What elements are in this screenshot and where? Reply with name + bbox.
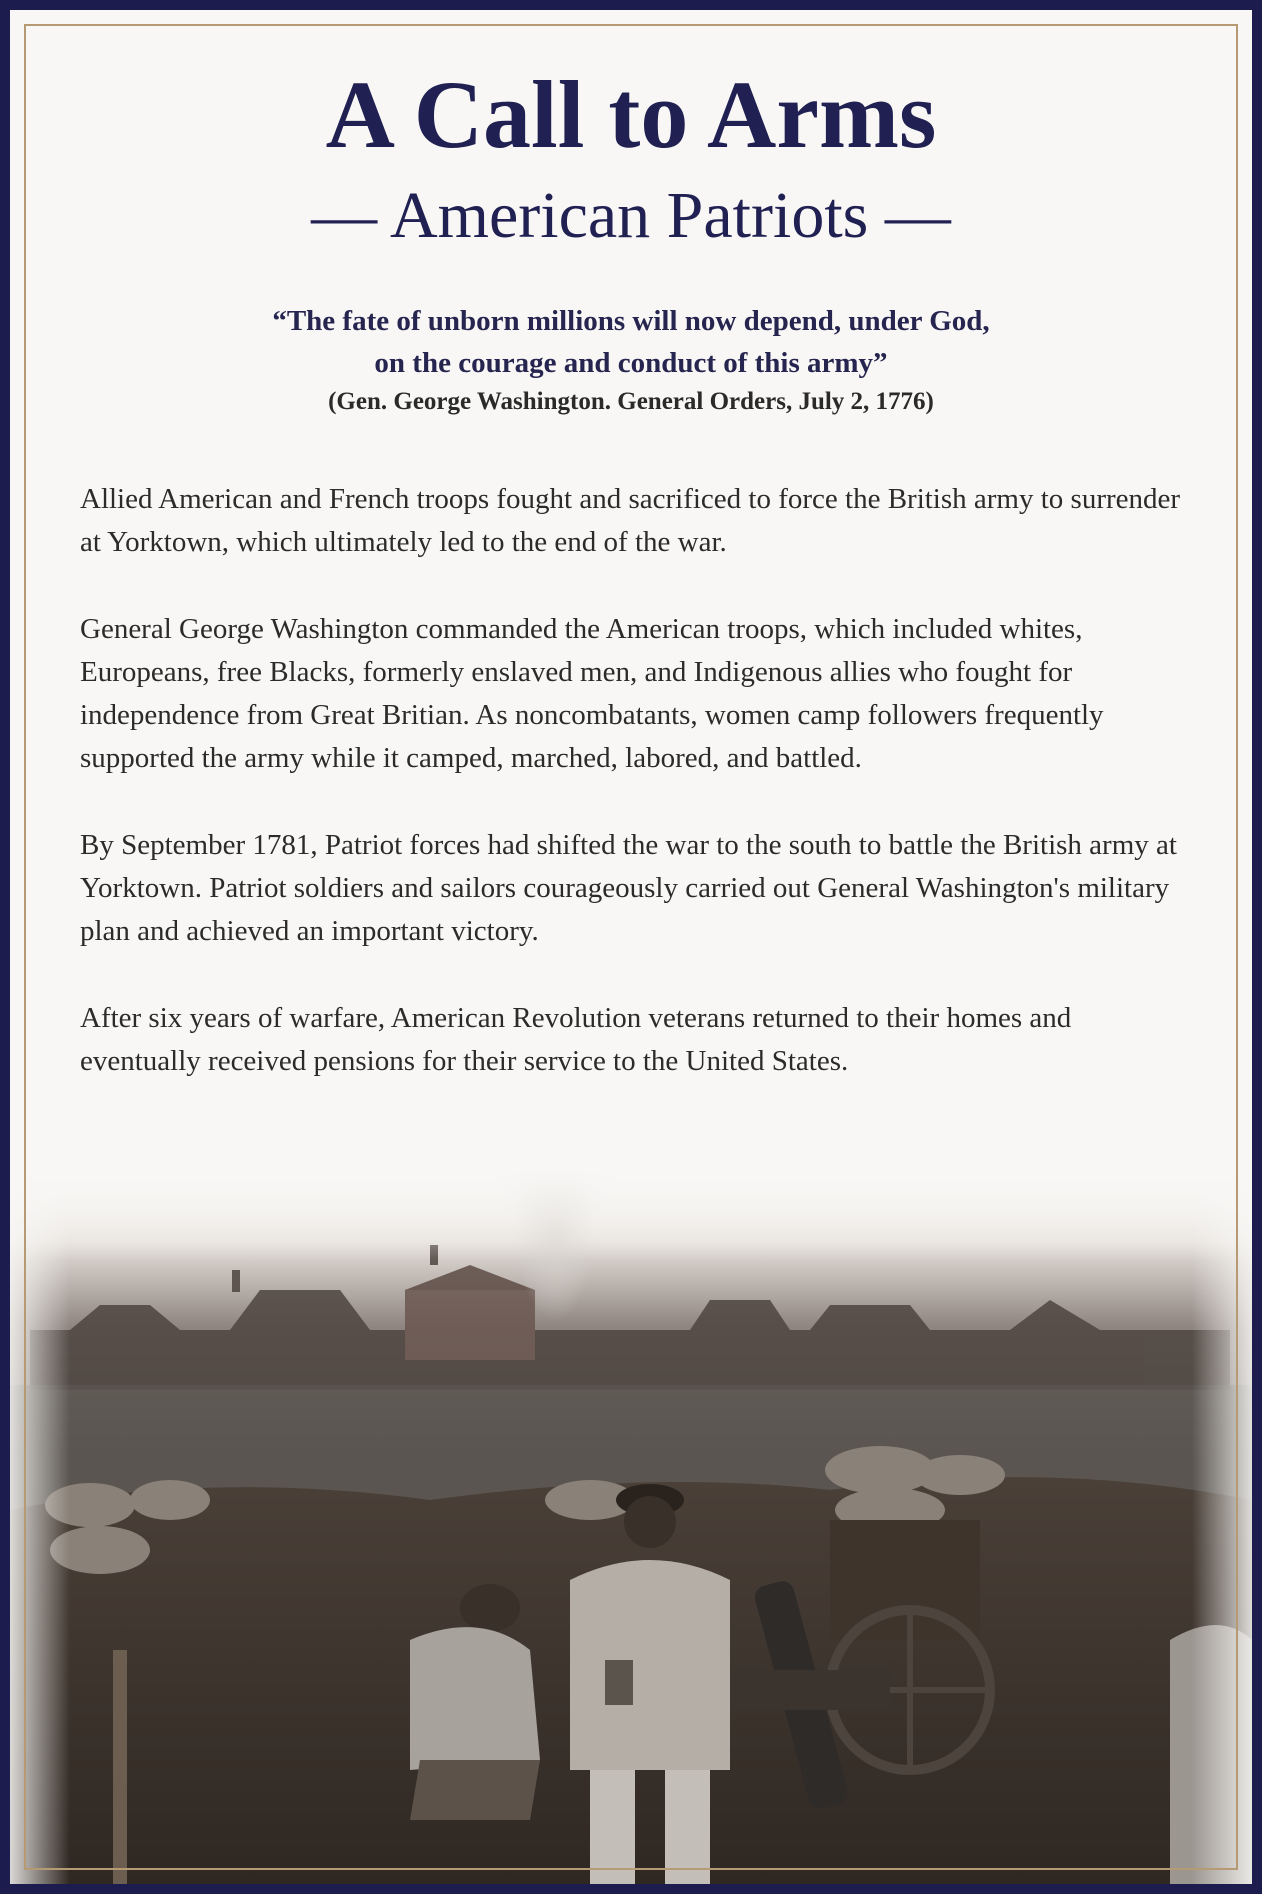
paragraph-1: Allied American and French troops fought and sacrificed to force the British army to surrender at Yorktown, which ultimately led to the end of the war. xyxy=(80,483,1181,558)
washington-quote xyxy=(70,300,1192,384)
quote-line-2: on the courage and conduct of this army” xyxy=(374,347,888,379)
paragraph-2: General George Washington commanded the American troops, which included whites, Europeans, free Blacks, formerly enslaved men, and Indigenous allies who fought for independence from Great Britian. As noncombatants, women camp followers frequently supported the army while it camped, marched, labored, and battled. xyxy=(80,613,1104,774)
quote-citation: (Gen. George Washington. General Orders, July 2, 1776) xyxy=(328,388,934,415)
battle-scene-illustration xyxy=(10,1170,1252,1884)
page-title: A Call to Arms xyxy=(325,61,937,168)
body-text xyxy=(80,478,1194,1127)
page-subtitle: — American Patriots — xyxy=(311,179,951,252)
paragraph-3: By September 1781, Patriot forces had shifted the war to the south to battle the British army at Yorktown. Patriot soldiers and sailors courageously carried out General Washington's military plan and achieved an important victory. xyxy=(80,829,1177,947)
yorktown-battle-photo xyxy=(10,1170,1252,1884)
poster-panel xyxy=(10,10,1252,1884)
quote-line-1: “The fate of unborn millions will now depend, under God, xyxy=(272,305,990,337)
paragraph-4: After six years of warfare, American Revolution veterans returned to their homes and eventually received pensions for their service to the United States. xyxy=(80,1002,1072,1077)
